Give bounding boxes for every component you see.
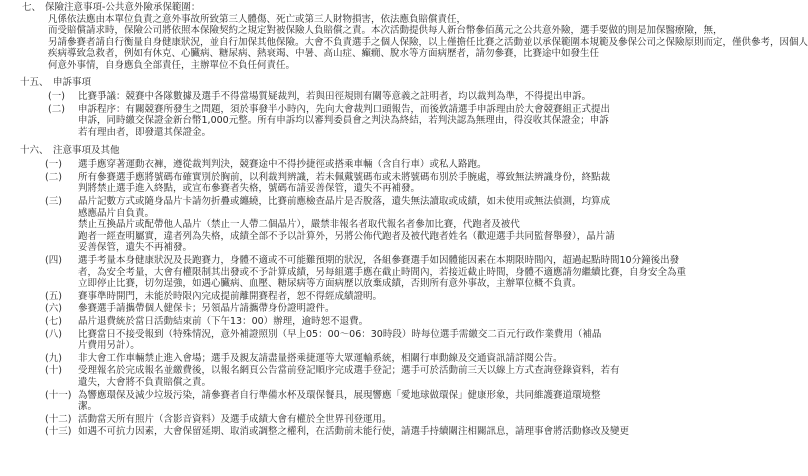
list-item-number: (三) (45, 196, 62, 207)
paragraph-line: 而受賠償請求時，保險公司將依照本保險契約之規定對被保險人負賠償之責。本次活動提供每人新台幣參佰萬元之公共意外險，選手要做的則是加保醫療險，無， (48, 25, 723, 37)
list-item-number: (十三) (45, 426, 72, 438)
list-item-line: 選手考量本身健康狀況及長跑賽力，身體不適或不可能難預期的狀況，各組參賽選手如因體能因素在本期限時間內，超過起點時間10分鐘後出發 (78, 255, 680, 266)
list-item-line: 比賽爭議：競賽中各隊數據及選手不得當場質疑裁判，若與田徑規則有關等意義之註明者，均以裁判為準，不得提出申訴。 (78, 91, 592, 103)
list-item-line: 參賽選手請攜帶個人健保卡；另領晶片請攜帶身份證明證件。 (78, 303, 335, 315)
list-item-line: 活動當天所有照片（含影音資料）及選手成績大會有權於全世界刊登運用。 (78, 413, 392, 425)
list-item-number: (十一) (45, 389, 72, 401)
list-item-line: 比賽當日不接受報到（特殊情況，意外補證照別（早上05：00～06：30時段）時每位選手需繳交二百元行政作業費用（補晶 (78, 328, 602, 340)
list-item-number: (十二) (45, 413, 72, 425)
list-item-line: 受理報名於完成報名並繳費後，以報名網頁公告當前登記順序完成選手登記；選手可於活動前三天以線上方式查詢登錄資料，若有 (78, 365, 620, 377)
list-item-line: 如遇不可抗力因素，大會保留延期、取消或調整之權利，在活動前未能行使，請選手持續關注相關訊息，請理事會將活動修改及變更 (78, 426, 630, 438)
section-title: 申訴事項 (53, 76, 92, 88)
list-item-line: 若有理由者，即發還其保證金。 (78, 127, 212, 138)
list-item-number: (十) (45, 365, 62, 377)
list-item-line: 晶片記數方式或隨身晶片卡請勿折疊或纏繞，比賽前應檢查晶片是否脫落，遺失無法讀取或成績，如未使用或無法偵測，均算成 (78, 196, 611, 207)
list-item-number: (一) (48, 91, 65, 103)
list-item-number: (七) (45, 316, 62, 327)
list-item-line: 立即停止比賽，切勿逞強，如遇心臟病、血壓、糖尿病等方面病歷以放棄成績，否則所有意外事故，主辦單位概不負責。 (78, 278, 582, 290)
section-number: 十五、 (20, 76, 49, 88)
item-marker: 七、 (22, 2, 42, 13)
list-item-line: 晶片退費統於當日活動結束前（下午13：00）辦理，逾時恕不退費。 (78, 316, 369, 327)
list-item-line: 選手應穿著運動衣褲，遵從裁判判決，競賽途中不得抄捷徑或搭乘車輛（含自行車）或私人路跑。 (78, 159, 487, 171)
list-item-line: 判將禁止選手進入終點，或宣布參賽者失格，號碼布請妥善保管，遺失不再補發。 (78, 183, 421, 195)
list-item-line: 妥善保管，遺失不再補發。 (78, 242, 193, 254)
paragraph-line: 疾病導致急救者，例如有休克、心臟病、糖尿病、熱衰竭、中暑、高山症、癲癇、脫水等方面病歷者，請勿參賽，比賽途中如發生任 (48, 48, 600, 60)
section-title: 注意事項及其他 (53, 144, 120, 156)
list-item-number: (一) (45, 159, 62, 171)
section-number: 十六、 (20, 144, 49, 156)
list-item-line: 潔。 (78, 401, 98, 413)
list-item-number: (八) (45, 328, 62, 340)
list-item-line: 禁止互換晶片或配帶他人晶片（禁止一人帶二個晶片），嚴禁非報名者取代報名者參加比賽，代跑者及被代 (78, 219, 520, 231)
paragraph-line: 凡係依法應由本單位負責之意外事故所致第三人體傷、死亡或第三人財物損害，依法應負賠償責任， (48, 13, 467, 25)
list-item-line: 遺失，大會將不負責賠償之責。 (78, 377, 212, 388)
list-item-number: (二) (45, 171, 62, 183)
list-item-line: 感應晶片自負責。 (78, 207, 155, 219)
item-title: 保險注意事項-公共意外險承保範圍： (45, 2, 201, 13)
list-item-line: 者，為安全考量，大會有權限制其出發或不予計算成績，另每組選手應在截止時間內，若接近截止時間，身體不適應請勿繼續比賽，自身安全為重 (78, 266, 687, 278)
list-item-line: 片費用另計）。 (78, 340, 140, 352)
list-item-number: (九) (45, 352, 62, 364)
list-item-number: (四) (45, 255, 62, 266)
paragraph-line: 何意外事情，自身應負全部責任，主辦單位不負任何責任。 (48, 60, 296, 71)
list-item-line: 賽事準時開門，未能於時限內完成提前離開賽程者，恕不得經成績證明。 (78, 290, 383, 302)
list-item-line: 為響應環保及減少垃圾污染，請參賽者自行準備水杯及環保餐具，展現響應「愛地球做環保」健康形象，共同維護賽道環境整 (78, 389, 601, 401)
list-item-line: 申訴程序：有關競賽所發生之問題，須於事發半小時內，先向大會裁判口頭報告，而後敦請選手申訴理由於大會競賽組正式提出 (78, 103, 611, 115)
list-item-line: 所有參賽選手應將號碼布確實別於胸前，以利裁判辨識，若未佩戴號碼布或未將號碼布別於手腕處，導致無法辨識身份，終點裁 (78, 171, 611, 183)
list-item-line: 申訴，同時繳交保證金新台幣1,000元整。所有申訴均以審判委員會之判決為終結，若判決認為無理由，得沒收其保證金；申訴 (78, 115, 609, 127)
list-item-number: (二) (48, 103, 65, 115)
list-item-number: (五) (45, 290, 62, 302)
list-item-line: 跑者一經查明屬實，違者列為失格，成績全部不予以計算外，另將公佈代跑者及被代跑者姓名（歡迎選手共同監督舉發），晶片請 (78, 230, 615, 242)
paragraph-line: 另請參賽者請自行衡量自身健康狀況，並自行加保其他保險。大會不負責選手之個人保險，以上僅擔任比賽之活動並以承保範圍本規範及參保公司之保險原則而定，僅供參考，因個人 (48, 36, 808, 48)
list-item-line: 非大會工作車輛禁止進入會場；選手及親友請盡量搭乘捷運等大眾運輸系統，相關行車動線及交通資訊請詳閱公告。 (78, 352, 563, 364)
list-item-number: (六) (45, 303, 62, 315)
